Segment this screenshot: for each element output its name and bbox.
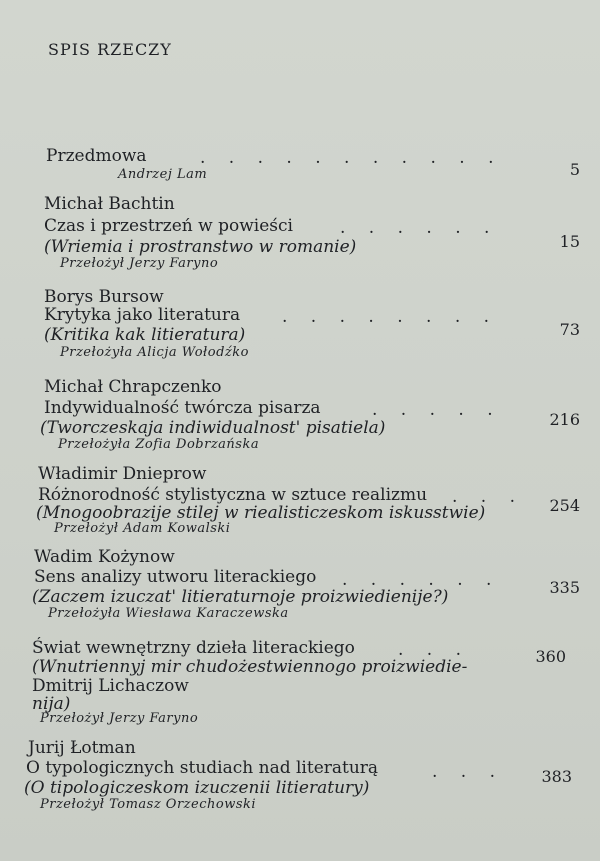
entry-page-number: 254 <box>549 496 580 515</box>
entry-page-number: 216 <box>549 410 580 429</box>
entry-author: Jurij Łotman <box>28 738 136 758</box>
entry-original-title: (Kritika kak litieratura) <box>44 325 246 345</box>
entry-translator: Przełożył Tomasz Orzechowski <box>40 797 257 812</box>
entry-original-title: (Wnutriennyj mir chudożestwiennogo proizwiedie- <box>32 657 468 677</box>
entry-author: Dmitrij Lichaczow <box>32 676 189 696</box>
entry-translator: Andrzej Lam <box>118 167 208 182</box>
leader-dots: . . . . . . . . <box>282 307 499 327</box>
entry-translator: Przełożyła Alicja Wołodźko <box>60 345 249 360</box>
entry-original-title: (Zaczem izuczat' litieraturnoje proizwiedienije?) <box>32 587 449 607</box>
entry-title: O typologicznych studiach nad literaturą <box>26 758 379 778</box>
entry-page-number: 73 <box>559 320 580 339</box>
entry-title: Indywidualność twórcza pisarza <box>44 398 321 418</box>
entry-title: Świat wewnętrzny dzieła literackiego <box>32 638 355 658</box>
leader-dots: . . . . . <box>372 400 502 420</box>
entry-page-number: 5 <box>569 160 580 179</box>
entry-author: Borys Bursow <box>44 287 164 307</box>
entry-author: Wadim Kożynow <box>34 547 175 567</box>
entry-translator: Przełożył Jerzy Faryno <box>40 711 199 726</box>
entry-original-title: (O tipologiczeskom izuczenii litieratury) <box>24 778 370 798</box>
entry-translator: Przełożył Adam Kowalski <box>54 521 231 536</box>
entry-title: Przedmowa <box>46 146 147 166</box>
entry-page-number: 15 <box>559 232 580 251</box>
entry-title: Krytyka jako literatura <box>44 305 241 325</box>
entry-title: Różnorodność stylistyczna w sztuce realizmu <box>38 485 428 505</box>
entry-translator: Przełożyła Zofia Dobrzańska <box>58 437 260 452</box>
leader-dots: . . . . . . . . . . . <box>200 148 503 168</box>
leader-dots: . . . . . . <box>342 570 501 590</box>
entry-original-title-continued: nija) <box>32 694 71 714</box>
entry-author: Michał Chrapczenko <box>44 377 222 397</box>
entry-original-title: (Wriemia i prostranstwo w romanie) <box>44 237 357 257</box>
entry-page-number: 383 <box>541 767 572 786</box>
leader-dots: . . . <box>452 487 525 507</box>
entry-original-title: (Tworczeskaja indiwidualnost' pisatiela) <box>40 418 386 438</box>
page-title: SPIS RZECZY <box>48 40 172 59</box>
entry-author: Michał Bachtin <box>44 194 175 214</box>
leader-dots: . . . <box>432 762 505 782</box>
entry-translator: Przełożył Jerzy Faryno <box>60 256 219 271</box>
entry-page-number: 335 <box>549 578 580 597</box>
entry-page-number: 360 <box>535 647 566 666</box>
entry-title: Czas i przestrzeń w powieści <box>44 216 293 236</box>
entry-author: Władimir Dnieprow <box>38 464 207 484</box>
leader-dots: . . . <box>398 640 471 660</box>
entry-translator: Przełożyła Wiesława Karaczewska <box>48 606 289 621</box>
leader-dots: . . . . . . <box>340 218 499 238</box>
entry-original-title: (Mnogoobrazije stilej w riealisticzeskom iskusstwie) <box>36 503 486 523</box>
entry-title: Sens analizy utworu literackiego <box>34 567 317 587</box>
